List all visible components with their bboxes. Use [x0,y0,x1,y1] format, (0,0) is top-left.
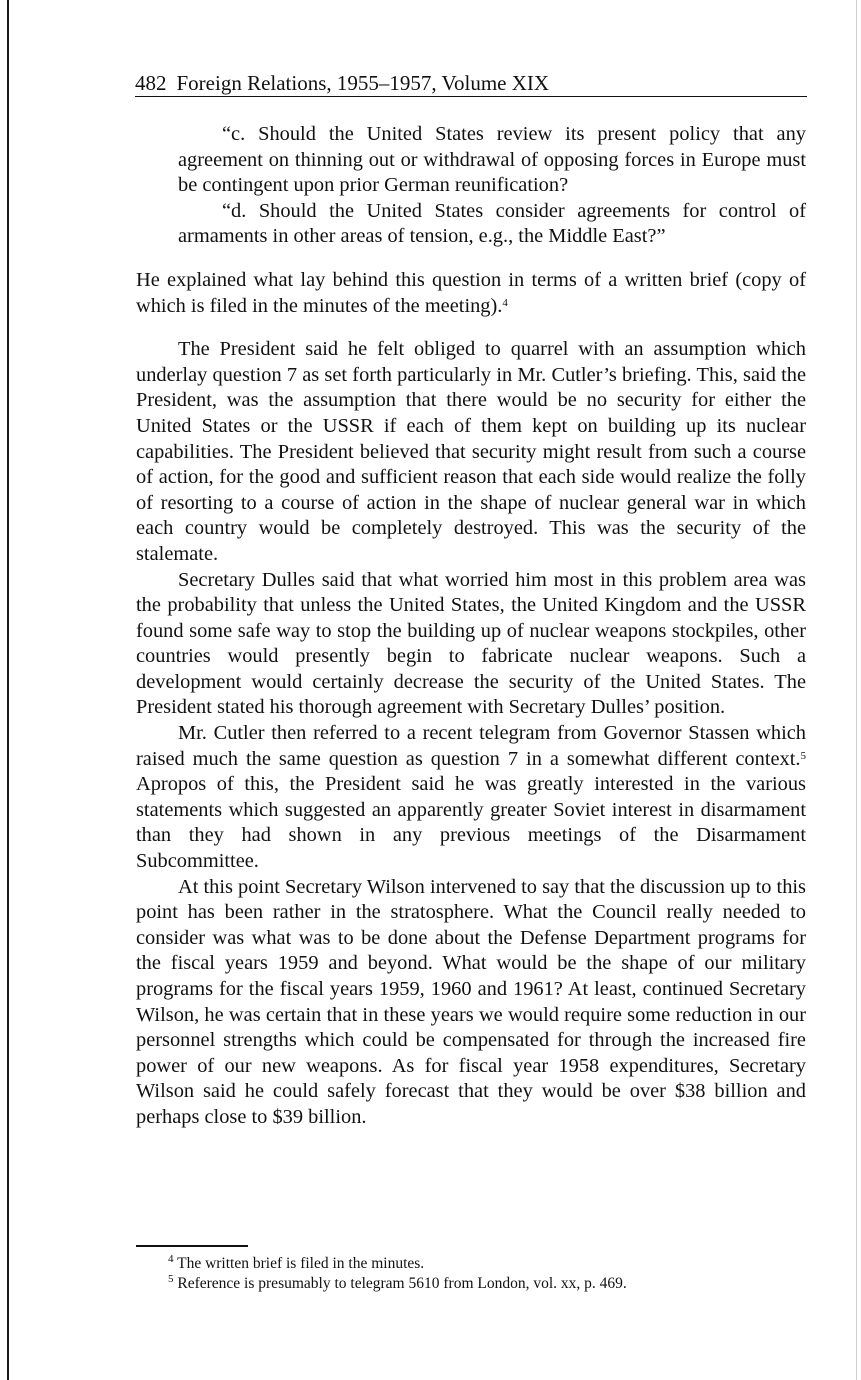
quote-item-c: “c. Should the United States review its present policy that any agreement on thinning out or withdrawal of opposing forces in Europe must be contingent upon prior German reunification? [178,123,806,197]
cutler-paragraph [136,721,806,875]
page-number: 482 [135,71,167,95]
lead-paragraph-text: He explained what lay behind this question in terms of a written brief (copy of which is filed in the minutes of the meeting). [136,268,806,317]
cutler-paragraph-continuation: Apropos of this, the President said he was greatly interested in the various statements which suggested an apparently greater Soviet interest in disarmament than they had shown in any previous meetings of the Disarmament Subcommittee. [136,773,806,873]
footnote-text: The written brief is filed in the minutes. [177,1255,425,1272]
running-header [135,70,807,97]
footnotes [168,1254,808,1294]
block-quote [178,122,806,250]
lead-paragraph [136,268,806,319]
page-edge-right [856,0,857,1380]
cutler-paragraph-text: Mr. Cutler then referred to a recent telegram from Governor Stassen which raised much the same question as question 7 in a somewhat different context. [136,722,806,770]
wilson-paragraph: At this point Secretary Wilson intervened to say that the discussion up to this point has been rather in the stratosphere. What the Council really needed to consider was what was to be done about the Defense Department programs for the fiscal years 1959 and beyond. What would be the shape of our military programs for the fiscal years 1959, 1960 and 1961? At least, continued Secretary Wilson, he was certain that in these years we would require some reduction in our personnel strengths which could be compensated for through the increased fire power of our new weapons. As for fiscal year 1958 expenditures, Secretary Wilson said he could safely forecast that they would be over $38 billion and perhaps close to $39 billion. [136,875,806,1128]
president-paragraph: The President said he felt obliged to quarrel with an assumption which underlay question 7 as set forth particularly in Mr. Cutler’s briefing. This, said the President, was the assumption that there would be no security for either the United States or the USSR if each of them kept on building up its nuclear capabilities. The President believed that security might result from such a course of action, for the good and sufficient reason that each side would realize the folly of resorting to a course of action in the shape of nuclear general war in which each country would be completely destroyed. This was the security of the stalemate. [136,338,806,565]
footnote-rule [136,1245,248,1247]
page-edge [7,0,9,1380]
footnote-mark: 4 [168,1253,174,1265]
footnote-5 [168,1274,808,1294]
footnote-ref-4: 4 [502,296,508,309]
footnote-ref-5: 5 [800,749,806,762]
body-text [136,122,806,1131]
running-title: Foreign Relations, 1955–1957, Volume XIX [176,71,550,95]
footnote-text: Reference is presumably to telegram 5610 from London, vol. xx, p. 469. [177,1275,627,1292]
footnote-mark: 5 [168,1273,174,1285]
quote-item-d: “d. Should the United States consider agreements for control of armaments in other areas of tension, e.g., the Middle East?” [178,199,806,248]
footnote-4 [168,1254,808,1274]
dulles-paragraph: Secretary Dulles said that what worried him most in this problem area was the probability that unless the United States, the United Kingdom and the USSR found some safe way to stop the building up of nuclear weapons stockpiles, other countries would presently begin to fabricate nuclear weapons. Such a development would certainly decrease the security of the United States. The President stated his thorough agreement with Secretary Dulles’ position. [136,568,806,719]
